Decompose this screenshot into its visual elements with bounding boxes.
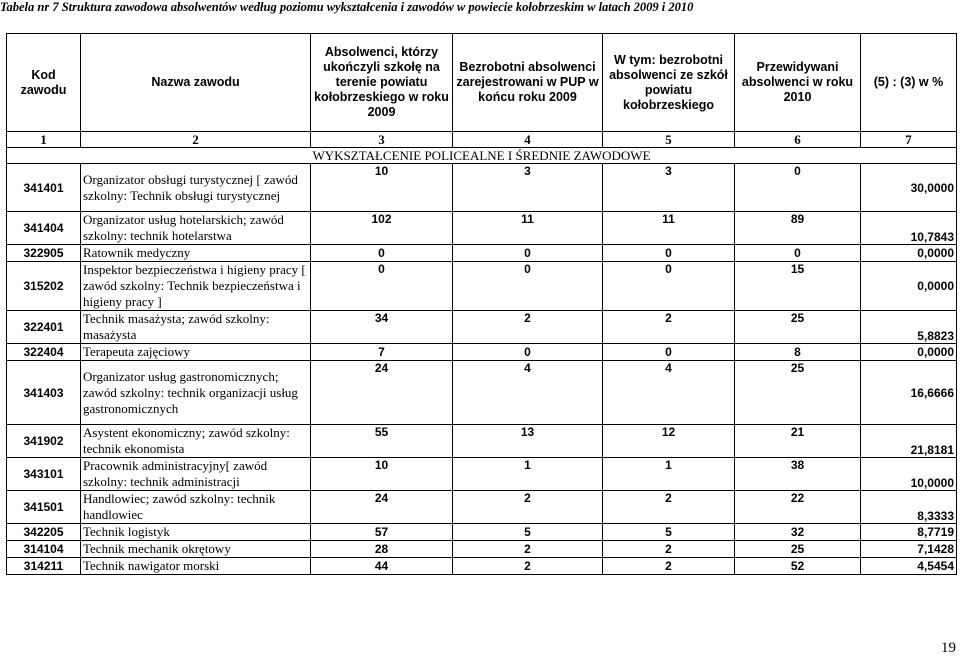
header-kod: Kod zawodu (7, 34, 81, 132)
table-row (7, 245, 957, 262)
row-name: Organizator usług hotelarskich; zawód szkolny: technik hotelarstwa (81, 212, 311, 245)
row-procent: 16,6666 (861, 361, 957, 425)
row-w-tym: 2 (603, 311, 735, 344)
row-przewidywani: 0 (735, 164, 861, 212)
row-procent: 7,1428 (861, 541, 957, 558)
table-row (7, 524, 957, 541)
col-number: 3 (311, 132, 453, 148)
table-caption: Tabela nr 7 Struktura zawodowa absolwentów według poziomu wykształcenia i zawodów w powiecie kołobrzeskim w latach 2009 i 2010 (0, 0, 694, 14)
row-procent: 5,8823 (861, 311, 957, 344)
row-w-tym: 2 (603, 541, 735, 558)
row-procent: 10,7843 (861, 212, 957, 245)
page-number: 19 (941, 640, 956, 656)
row-absolwenci: 10 (311, 458, 453, 491)
row-w-tym: 1 (603, 458, 735, 491)
row-bezrobotni: 1 (453, 458, 603, 491)
table-row (7, 491, 957, 524)
row-absolwenci: 24 (311, 491, 453, 524)
row-name: Technik mechanik okrętowy (81, 541, 311, 558)
row-przewidywani: 52 (735, 558, 861, 575)
row-code: 341501 (7, 491, 81, 524)
row-bezrobotni: 2 (453, 541, 603, 558)
row-code: 314211 (7, 558, 81, 575)
row-procent: 10,0000 (861, 458, 957, 491)
header-w-tym: W tym: bezrobotni absolwenci ze szkół powiatu kołobrzeskiego (603, 34, 735, 132)
table-row (7, 262, 957, 311)
table-row (7, 558, 957, 575)
row-absolwenci: 0 (311, 245, 453, 262)
row-code: 322401 (7, 311, 81, 344)
row-procent: 0,0000 (861, 344, 957, 361)
row-bezrobotni: 0 (453, 262, 603, 311)
row-name: Inspektor bezpieczeństwa i higieny pracy [ zawód szkolny: Technik bezpieczeństwa i higieny pracy ] (81, 262, 311, 311)
row-procent: 0,0000 (861, 262, 957, 311)
section-title: WYKSZTAŁCENIE POLICEALNE I ŚREDNIE ZAWODOWE (7, 148, 957, 164)
row-procent: 8,3333 (861, 491, 957, 524)
row-name: Technik masażysta; zawód szkolny: masażysta (81, 311, 311, 344)
col-number: 4 (453, 132, 603, 148)
row-code: 315202 (7, 262, 81, 311)
row-procent: 21,8181 (861, 425, 957, 458)
row-w-tym: 3 (603, 164, 735, 212)
row-procent: 0,0000 (861, 245, 957, 262)
row-w-tym: 12 (603, 425, 735, 458)
row-name: Ratownik medyczny (81, 245, 311, 262)
row-absolwenci: 0 (311, 262, 453, 311)
row-code: 343101 (7, 458, 81, 491)
row-code: 341404 (7, 212, 81, 245)
row-code: 341902 (7, 425, 81, 458)
row-absolwenci: 7 (311, 344, 453, 361)
table-row (7, 425, 957, 458)
col-number: 1 (7, 132, 81, 148)
row-absolwenci: 24 (311, 361, 453, 425)
header-nazwa: Nazwa zawodu (81, 34, 311, 132)
section-row (7, 148, 957, 164)
row-przewidywani: 21 (735, 425, 861, 458)
table-row (7, 311, 957, 344)
row-name: Technik nawigator morski (81, 558, 311, 575)
col-number: 5 (603, 132, 735, 148)
row-przewidywani: 25 (735, 361, 861, 425)
header-row (7, 34, 957, 132)
header-przewidywani: Przewidywani absolwenci w roku 2010 (735, 34, 861, 132)
row-bezrobotni: 2 (453, 491, 603, 524)
row-name: Handlowiec; zawód szkolny: technik handlowiec (81, 491, 311, 524)
row-procent: 8,7719 (861, 524, 957, 541)
header-procent: (5) : (3) w % (861, 34, 957, 132)
row-przewidywani: 0 (735, 245, 861, 262)
row-w-tym: 11 (603, 212, 735, 245)
row-absolwenci: 44 (311, 558, 453, 575)
row-bezrobotni: 0 (453, 245, 603, 262)
header-bezrobotni: Bezrobotni absolwenci zarejestrowani w PUP w końcu roku 2009 (453, 34, 603, 132)
table-row (7, 541, 957, 558)
table-row (7, 344, 957, 361)
col-number: 6 (735, 132, 861, 148)
row-absolwenci: 102 (311, 212, 453, 245)
row-przewidywani: 32 (735, 524, 861, 541)
row-name: Terapeuta zajęciowy (81, 344, 311, 361)
row-bezrobotni: 0 (453, 344, 603, 361)
row-przewidywani: 22 (735, 491, 861, 524)
header-absolwenci: Absolwenci, którzy ukończyli szkołę na terenie powiatu kołobrzeskiego w roku 2009 (311, 34, 453, 132)
row-bezrobotni: 2 (453, 311, 603, 344)
row-bezrobotni: 11 (453, 212, 603, 245)
table-row (7, 361, 957, 425)
row-code: 342205 (7, 524, 81, 541)
row-bezrobotni: 3 (453, 164, 603, 212)
row-name: Asystent ekonomiczny; zawód szkolny: technik ekonomista (81, 425, 311, 458)
table-row (7, 212, 957, 245)
column-number-row (7, 132, 957, 148)
row-code: 322404 (7, 344, 81, 361)
row-code: 314104 (7, 541, 81, 558)
row-code: 341401 (7, 164, 81, 212)
row-name: Organizator obsługi turystycznej [ zawód szkolny: Technik obsługi turystycznej (81, 164, 311, 212)
row-przewidywani: 8 (735, 344, 861, 361)
table-row (7, 458, 957, 491)
row-code: 341403 (7, 361, 81, 425)
row-w-tym: 0 (603, 262, 735, 311)
row-bezrobotni: 5 (453, 524, 603, 541)
row-w-tym: 2 (603, 491, 735, 524)
row-absolwenci: 57 (311, 524, 453, 541)
row-absolwenci: 28 (311, 541, 453, 558)
row-absolwenci: 34 (311, 311, 453, 344)
absolwenci-table (6, 33, 957, 575)
row-absolwenci: 10 (311, 164, 453, 212)
row-bezrobotni: 2 (453, 558, 603, 575)
row-bezrobotni: 4 (453, 361, 603, 425)
row-w-tym: 5 (603, 524, 735, 541)
row-w-tym: 0 (603, 344, 735, 361)
row-procent: 4,5454 (861, 558, 957, 575)
table-row (7, 164, 957, 212)
row-name: Technik logistyk (81, 524, 311, 541)
row-przewidywani: 25 (735, 541, 861, 558)
col-number: 7 (861, 132, 957, 148)
col-number: 2 (81, 132, 311, 148)
row-name: Pracownik administracyjny[ zawód szkolny: technik administracji (81, 458, 311, 491)
row-absolwenci: 55 (311, 425, 453, 458)
row-bezrobotni: 13 (453, 425, 603, 458)
row-w-tym: 0 (603, 245, 735, 262)
row-przewidywani: 25 (735, 311, 861, 344)
row-code: 322905 (7, 245, 81, 262)
row-w-tym: 4 (603, 361, 735, 425)
row-przewidywani: 38 (735, 458, 861, 491)
row-przewidywani: 89 (735, 212, 861, 245)
row-procent: 30,0000 (861, 164, 957, 212)
row-name: Organizator usług gastronomicznych; zawód szkolny: technik organizacji usług gastronomicznych (81, 361, 311, 425)
row-przewidywani: 15 (735, 262, 861, 311)
row-w-tym: 2 (603, 558, 735, 575)
